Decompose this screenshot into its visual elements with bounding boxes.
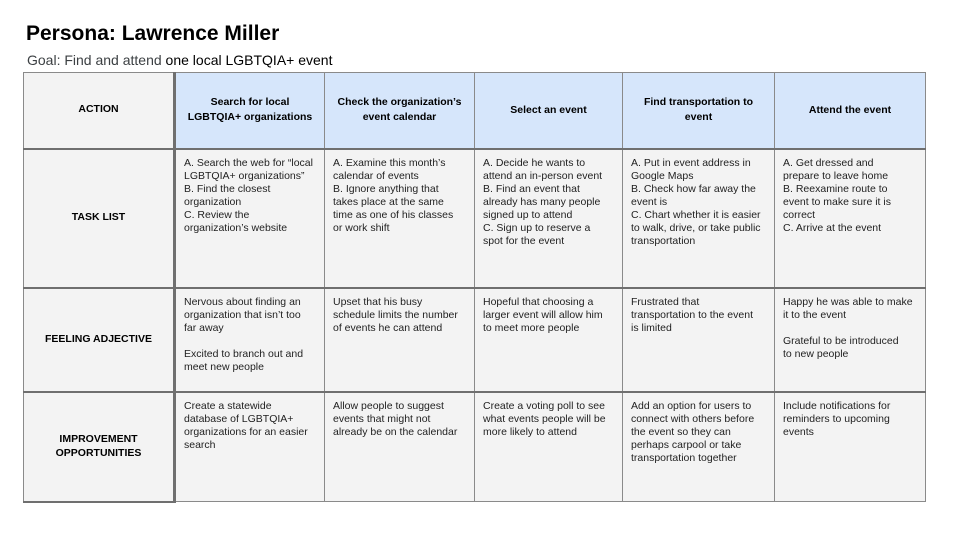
- cell-text-line: the event so they can: [631, 425, 731, 438]
- cell-text-line: meet new people: [184, 361, 264, 373]
- cell-text-line: to walk, drive, or take public: [631, 222, 761, 235]
- cell-text-line: event: [684, 111, 713, 124]
- cell-text-line: prepare to leave home: [783, 169, 889, 182]
- task-cell: [175, 149, 325, 288]
- cell-text-line: B. Ignore anything that: [333, 182, 439, 195]
- cell-text-line: B. Reexamine route to: [783, 182, 888, 195]
- cell-text-line: LGBTQIA+ organizations”: [184, 169, 305, 182]
- cell-text-line: Create a voting poll to see: [483, 399, 605, 412]
- paragraph-gap: [184, 335, 318, 348]
- cell-text-line: far away: [184, 321, 224, 334]
- improvement-cell: [475, 392, 623, 502]
- cell-text-line: Nervous about finding an: [184, 295, 301, 308]
- cell-text-line: Google Maps: [631, 169, 694, 182]
- cell-text-line: Include notifications for: [783, 399, 891, 412]
- cell-text-line: A. Get dressed and: [783, 156, 874, 169]
- cell-text-line: calendar of events: [333, 169, 419, 182]
- cell-text-line: A. Decide he wants to: [483, 156, 586, 169]
- stage-header: [175, 73, 325, 149]
- stage-header: [623, 73, 775, 149]
- row-header-action: ACTION: [24, 73, 175, 149]
- cell-text-line: LGBTQIA+ organizations: [187, 111, 313, 124]
- page-title: Persona: Lawrence Miller: [26, 22, 280, 45]
- cell-text-line: organization’s website: [184, 222, 288, 235]
- cell-text-line: attend an in-person event: [483, 169, 603, 182]
- paragraph-gap: [783, 322, 919, 335]
- row-header-improvement: [24, 392, 175, 502]
- cell-text-line: reminders to upcoming: [783, 412, 890, 425]
- cell-text-line: events: [783, 425, 814, 438]
- task-cell: [623, 149, 775, 288]
- cell-text-line: schedule limits the number: [333, 308, 458, 321]
- cell-text-line: organization that isn’t too: [184, 308, 301, 321]
- row-header-task-list: TASK LIST: [24, 149, 175, 288]
- cell-text-line: event is: [631, 195, 668, 208]
- cell-text-line: Attend the event: [808, 103, 892, 116]
- cell-text-line: C. Review the: [184, 209, 250, 221]
- cell-text-line: correct: [783, 209, 816, 221]
- cell-text-line: Upset that his busy: [333, 295, 423, 308]
- cell-text-line: Grateful to be introduced: [783, 334, 899, 347]
- cell-text-line: connect with others before: [631, 412, 755, 425]
- improvement-cell: [175, 392, 325, 502]
- cell-text-line: spot for the event: [483, 235, 565, 248]
- cell-text-line: larger event will allow him: [483, 308, 603, 321]
- improvement-cell: [325, 392, 475, 502]
- cell-text-line: events that might not: [333, 412, 431, 425]
- row-header-feeling: FEELING ADJECTIVE: [24, 288, 175, 392]
- task-cell: [475, 149, 623, 288]
- cell-text-line: event to make sure it is: [783, 195, 891, 208]
- feeling-cell: [775, 288, 926, 392]
- cell-text-line: Find transportation to: [643, 96, 754, 109]
- cell-text-line: A. Search the web for “local: [184, 156, 313, 169]
- row-header-improvement-line1: IMPROVEMENT: [59, 432, 138, 445]
- cell-text-line: to meet more people: [483, 321, 580, 334]
- cell-text-line: database of LGBTQIA+: [184, 412, 294, 425]
- feeling-cell: [623, 288, 775, 392]
- cell-text-line: Add an option for users to: [631, 399, 752, 412]
- improvement-cell: [775, 392, 926, 502]
- cell-text-line: C. Arrive at the event: [783, 222, 882, 235]
- goal-prefix: Goal: Find and attend: [27, 52, 166, 68]
- improvement-cell: [623, 392, 775, 502]
- cell-text-line: A. Examine this month’s: [333, 156, 446, 169]
- cell-text-line: Create a statewide: [184, 399, 272, 412]
- cell-text-line: C. Sign up to reserve a: [483, 222, 591, 235]
- cell-text-line: it to the event: [783, 308, 847, 321]
- task-cell: [325, 149, 475, 288]
- cell-text-line: of events he can attend: [333, 321, 443, 334]
- cell-text-line: what events people will be: [483, 412, 606, 425]
- cell-text-line: to new people: [783, 347, 849, 360]
- cell-text-line: search: [184, 438, 216, 451]
- goal-statement: [27, 52, 332, 68]
- cell-text-line: transportation: [631, 235, 696, 248]
- cell-text-line: B. Find the closest: [184, 182, 271, 195]
- task-list-row: [24, 149, 926, 288]
- cell-text-line: time as one of his classes: [333, 209, 454, 221]
- stage-header: [325, 73, 475, 149]
- cell-text-line: C. Chart whether it is easier: [631, 209, 761, 221]
- cell-text-line: transportation together: [631, 452, 737, 464]
- cell-text-line: Search for local: [210, 96, 290, 109]
- cell-text-line: or work shift: [333, 222, 390, 235]
- feeling-cell: [475, 288, 623, 392]
- cell-text-line: organization: [184, 195, 242, 208]
- feeling-row: [24, 288, 926, 392]
- cell-text-line: B. Find an event that: [483, 182, 580, 195]
- cell-text-line: Hopeful that choosing a: [483, 295, 594, 308]
- cell-text-line: perhaps carpool or take: [631, 438, 742, 451]
- cell-text-line: transportation to the event: [631, 308, 753, 321]
- stage-header: [775, 73, 926, 149]
- cell-text-line: Happy he was able to make: [783, 295, 913, 308]
- cell-text-line: B. Check how far away the: [631, 182, 756, 195]
- cell-text-line: organizations for an easier: [184, 425, 308, 438]
- cell-text-line: Select an event: [510, 103, 587, 116]
- cell-text-line: is limited: [631, 321, 672, 334]
- task-cell: [775, 149, 926, 288]
- cell-text-line: event calendar: [362, 111, 437, 124]
- cell-text-line: takes place at the same: [333, 195, 444, 208]
- cell-text-line: signed up to attend: [483, 209, 573, 221]
- stage-header: [475, 73, 623, 149]
- journey-map-table: [23, 72, 926, 503]
- cell-text-line: Check the organization’s: [337, 96, 462, 109]
- cell-text-line: Allow people to suggest: [333, 399, 444, 412]
- goal-emphasis: one local LGBTQIA+ event: [165, 52, 333, 68]
- cell-text-line: already has many people: [483, 195, 601, 208]
- cell-text-line: more likely to attend: [483, 425, 577, 438]
- action-row: [24, 73, 926, 149]
- row-header-improvement-line2: OPPORTUNITIES: [55, 446, 142, 459]
- improvement-row: [24, 392, 926, 502]
- cell-text-line: Frustrated that: [631, 295, 700, 308]
- cell-text-line: Excited to branch out and: [184, 347, 304, 360]
- cell-text-line: already be on the calendar: [333, 425, 458, 438]
- cell-text-line: A. Put in event address in: [631, 156, 751, 169]
- feeling-cell: [325, 288, 475, 392]
- feeling-cell: [175, 288, 325, 392]
